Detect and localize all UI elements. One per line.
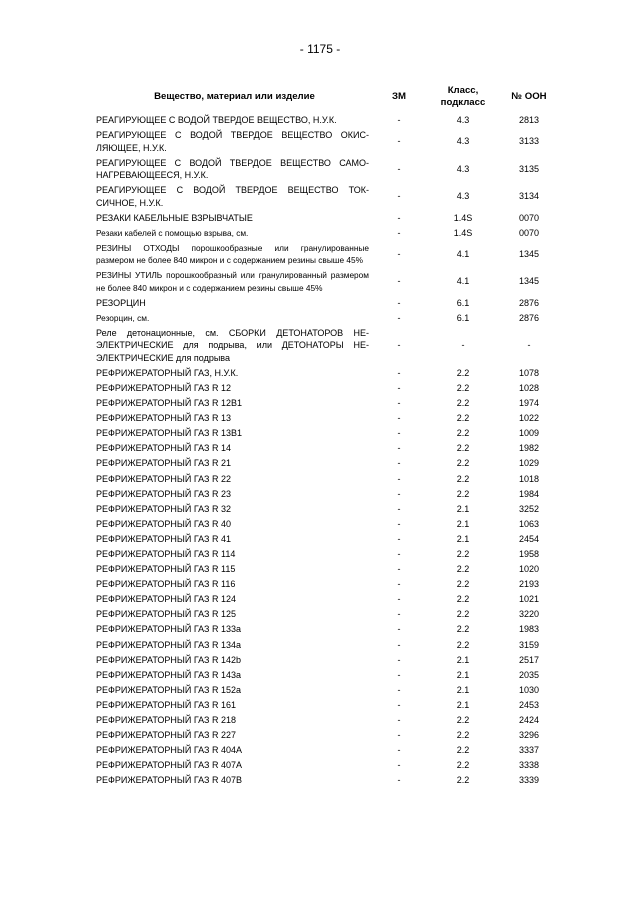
cell-un-number: 1029 [518,458,540,469]
cell-substance-name: Резорцин, см. [96,312,150,323]
cell-substance-name: РЕФРИЖЕРАТОРНЫЙ ГАЗ R 142b [96,654,241,665]
cell-substance-name: РЕФРИЖЕРАТОРНЫЙ ГАЗ R 14 [96,443,231,454]
table-row [96,547,557,562]
cell-un-number: 1028 [518,382,540,393]
cell-un-number: 1063 [518,518,540,529]
cell-substance-name: РЕАГИРУЮЩЕЕ С ВОДОЙ ТВЕРДОЕ ВЕЩЕСТВО ТОК-СИЧНОЕ, Н.У.К. [96,185,369,208]
cell-class: 2.1 [456,503,470,514]
cell-class: 2.2 [456,428,470,439]
cell-class: 2.2 [456,760,470,771]
cell-substance-name: РЕФРИЖЕРАТОРНЫЙ ГАЗ R 161 [96,699,236,710]
table-row [96,183,557,211]
cell-substance-name: Резаки кабелей с помощью взрыва, см. [96,227,249,238]
substance-table [96,80,557,789]
cell-un-number: 3252 [518,503,540,514]
cell-class: 2.2 [456,473,470,484]
table-row [96,113,557,128]
cell-zm: - [397,775,401,786]
cell-zm: - [397,367,401,378]
cell-un-number: 3337 [518,745,540,756]
cell-class: 2.1 [456,669,470,680]
cell-zm: - [397,115,401,125]
cell-zm: - [397,745,401,756]
cell-zm: - [397,488,401,499]
cell-class: 1.4S [453,212,473,223]
cell-class: 2.2 [456,624,470,635]
cell-substance-name: РЕЗИНЫ УТИЛЬ порошкообразный или гранулированный размером не более 840 микрон и с содержанием резины свыше 45% [96,270,369,293]
cell-zm: - [397,212,401,223]
cell-class: 4.1 [456,248,470,259]
cell-un-number: 1345 [518,276,540,287]
cell-substance-name: РЕФРИЖЕРАТОРНЫЙ ГАЗ R 227 [96,730,236,741]
cell-class: 4.3 [456,163,470,174]
cell-class: 2.2 [456,775,470,786]
cell-substance-name: РЕФРИЖЕРАТОРНЫЙ ГАЗ R 133a [96,624,241,635]
cell-un-number: 1018 [518,473,540,484]
cell-zm: - [397,533,401,544]
cell-zm: - [397,443,401,454]
table-row [96,487,557,502]
cell-un-number: 3220 [518,609,540,620]
cell-un-number: 1030 [518,684,540,695]
table-row [96,381,557,396]
cell-un-number: 1958 [518,549,540,559]
table-row [96,698,557,713]
cell-substance-name: РЕФРИЖЕРАТОРНЫЙ ГАЗ R 143a [96,669,241,680]
cell-zm: - [397,760,401,771]
cell-substance-name: РЕФРИЖЕРАТОРНЫЙ ГАЗ R 13 [96,413,231,424]
cell-class: - [461,340,465,351]
cell-un-number: 3338 [518,760,540,771]
table-row [96,592,557,607]
cell-substance-name: РЕАГИРУЮЩЕЕ С ВОДОЙ ТВЕРДОЕ ВЕЩЕСТВО САМО-НАГРЕВАЮЩЕЕСЯ, Н.У.К. [96,157,369,180]
table-row [96,366,557,381]
cell-zm: - [397,276,401,287]
cell-substance-name: РЕФРИЖЕРАТОРНЫЙ ГАЗ R 125 [96,609,236,620]
cell-class: 2.2 [456,549,470,559]
table-row [96,326,557,366]
cell-substance-name: РЕФРИЖЕРАТОРНЫЙ ГАЗ R 21 [96,458,231,469]
table-row [96,713,557,728]
cell-substance-name: РЕФРИЖЕРАТОРНЫЙ ГАЗ R 41 [96,533,231,544]
cell-class: 2.1 [456,518,470,529]
cell-zm: - [397,715,401,726]
cell-un-number: 1974 [518,398,540,409]
cell-un-number: 3296 [518,730,540,741]
cell-un-number: 1022 [518,413,540,424]
cell-class: 2.2 [456,367,470,378]
cell-zm: - [397,297,401,308]
cell-class: 6.1 [456,312,470,323]
cell-zm: - [397,458,401,469]
cell-substance-name: РЕФРИЖЕРАТОРНЫЙ ГАЗ R 115 [96,564,236,575]
cell-class: 2.2 [456,413,470,424]
cell-zm: - [397,136,401,147]
cell-zm: - [397,639,401,650]
cell-un-number: - [527,340,531,351]
cell-un-number: 2424 [518,715,540,726]
page-number: - 1175 - [299,42,341,56]
table-row [96,502,557,517]
cell-class: 2.2 [456,745,470,756]
table-row [96,562,557,577]
cell-zm: - [397,382,401,393]
cell-class: 2.2 [456,382,470,393]
cell-class: 2.2 [456,398,470,409]
cell-substance-name: РЕФРИЖЕРАТОРНЫЙ ГАЗ R 12B1 [96,398,242,409]
cell-substance-name: РЕФРИЖЕРАТОРНЫЙ ГАЗ R 407A [96,760,242,771]
cell-un-number: 3133 [518,136,540,147]
cell-class: 2.2 [456,458,470,469]
table-row [96,668,557,683]
cell-zm: - [397,503,401,514]
cell-zm: - [397,594,401,605]
header-class: Класс, подкласс [440,85,486,108]
cell-substance-name: РЕЗИНЫ ОТХОДЫ порошкообразные или гранулированные размером не более 840 микрон и с содержанием резины свыше 45% [96,242,369,266]
cell-un-number: 1982 [518,443,540,454]
cell-zm: - [397,413,401,424]
cell-zm: - [397,227,401,238]
table-row [96,532,557,547]
cell-un-number: 0070 [518,212,540,223]
table-row [96,426,557,441]
cell-class: 2.1 [456,699,470,710]
cell-substance-name: РЕФРИЖЕРАТОРНЫЙ ГАЗ R 32 [96,503,231,514]
table-row [96,211,557,226]
table-row [96,517,557,532]
table-row [96,728,557,743]
cell-zm: - [397,518,401,529]
cell-un-number: 2035 [518,669,540,680]
cell-un-number: 3135 [518,163,540,174]
cell-zm: - [397,549,401,559]
cell-zm: - [397,609,401,620]
cell-class: 2.1 [456,684,470,695]
cell-zm: - [397,669,401,680]
cell-un-number: 1020 [518,564,540,575]
table-row [96,128,557,156]
cell-class: 2.2 [456,579,470,590]
cell-zm: - [397,191,401,202]
cell-un-number: 1021 [518,594,540,605]
cell-zm: - [397,730,401,741]
cell-class: 2.2 [456,564,470,575]
table-body [96,113,557,789]
cell-substance-name: РЕФРИЖЕРАТОРНЫЙ ГАЗ, Н.У.К. [96,367,239,378]
cell-zm: - [397,398,401,409]
cell-un-number: 1983 [518,624,540,635]
cell-substance-name: РЕАГИРУЮЩЕЕ С ВОДОЙ ТВЕРДОЕ ВЕЩЕСТВО, Н.У.К. [96,115,337,125]
table-row [96,638,557,653]
cell-substance-name: РЕАГИРУЮЩЕЕ С ВОДОЙ ТВЕРДОЕ ВЕЩЕСТВО ОКИС-ЛЯЮЩЕЕ, Н.У.К. [96,130,369,153]
cell-zm: - [397,473,401,484]
cell-un-number: 1078 [518,367,540,378]
cell-substance-name: РЕЗАКИ КАБЕЛЬНЫЕ ВЗРЫВЧАТЫЕ [96,212,253,223]
cell-un-number: 2813 [518,115,540,125]
cell-class: 2.2 [456,730,470,741]
cell-zm: - [397,564,401,575]
cell-substance-name: РЕФРИЖЕРАТОРНЫЙ ГАЗ R 116 [96,579,236,590]
header-un-number: № ООН [511,91,547,102]
table-row [96,456,557,471]
cell-substance-name: РЕФРИЖЕРАТОРНЫЙ ГАЗ R 218 [96,715,236,726]
cell-un-number: 2454 [518,533,540,544]
cell-un-number: 2876 [518,297,540,308]
cell-substance-name: РЕФРИЖЕРАТОРНЫЙ ГАЗ R 404A [96,745,242,756]
cell-substance-name: РЕФРИЖЕРАТОРНЫЙ ГАЗ R 12 [96,382,231,393]
cell-un-number: 2876 [518,312,540,323]
cell-zm: - [397,340,401,351]
cell-un-number: 2193 [518,579,540,590]
table-row [96,577,557,592]
table-row [96,607,557,622]
cell-class: 2.2 [456,639,470,650]
cell-substance-name: РЕФРИЖЕРАТОРНЫЙ ГАЗ R 152a [96,684,241,695]
cell-class: 2.1 [456,654,470,665]
cell-class: 4.3 [456,136,470,147]
table-row [96,226,557,241]
cell-un-number: 1345 [518,248,540,259]
cell-class: 4.3 [456,115,470,125]
cell-class: 1.4S [453,227,473,238]
table-row [96,241,557,269]
cell-substance-name: РЕФРИЖЕРАТОРНЫЙ ГАЗ R 13B1 [96,428,242,439]
cell-un-number: 0070 [518,227,540,238]
cell-substance-name: РЕЗОРЦИН [96,297,146,308]
table-row [96,441,557,456]
cell-class: 2.2 [456,715,470,726]
cell-class: 2.2 [456,443,470,454]
cell-zm: - [397,654,401,665]
cell-class: 4.1 [456,276,470,287]
cell-un-number: 1984 [518,488,540,499]
table-row [96,311,557,326]
header-zm: ЗМ [391,91,406,102]
table-row [96,683,557,698]
table-row [96,743,557,758]
table-header [96,80,557,113]
header-name: Вещество, материал или изделие [154,91,315,102]
table-row [96,268,557,296]
cell-zm: - [397,684,401,695]
cell-zm: - [397,579,401,590]
cell-substance-name: Реле детонационные, см. СБОРКИ ДЕТОНАТОРОВ НЕ-ЭЛЕКТРИЧЕСКИЕ для подрыва, или ДЕТОНАТОРЫ НЕ-ЭЛЕКТРИЧЕСКИЕ для подрыва [96,327,369,363]
table-row [96,653,557,668]
table-row [96,472,557,487]
cell-substance-name: РЕФРИЖЕРАТОРНЫЙ ГАЗ R 407B [96,775,242,786]
cell-class: 2.1 [456,533,470,544]
cell-substance-name: РЕФРИЖЕРАТОРНЫЙ ГАЗ R 22 [96,473,231,484]
cell-un-number: 2517 [518,654,540,665]
cell-zm: - [397,312,401,323]
cell-class: 6.1 [456,297,470,308]
table-row [96,758,557,773]
cell-un-number: 1009 [518,428,540,439]
table-row [96,396,557,411]
cell-un-number: 2453 [518,699,540,710]
table-row [96,156,557,184]
cell-substance-name: РЕФРИЖЕРАТОРНЫЙ ГАЗ R 124 [96,594,236,605]
cell-class: 4.3 [456,191,470,202]
cell-substance-name: РЕФРИЖЕРАТОРНЫЙ ГАЗ R 40 [96,518,231,529]
cell-zm: - [397,248,401,259]
cell-zm: - [397,163,401,174]
table-row [96,296,557,311]
table-row [96,773,557,788]
cell-class: 2.2 [456,609,470,620]
cell-un-number: 3339 [518,775,540,786]
table-row [96,622,557,637]
cell-zm: - [397,624,401,635]
table-row [96,411,557,426]
cell-un-number: 3159 [518,639,540,650]
cell-substance-name: РЕФРИЖЕРАТОРНЫЙ ГАЗ R 114 [96,549,236,559]
cell-substance-name: РЕФРИЖЕРАТОРНЫЙ ГАЗ R 134a [96,639,241,650]
cell-zm: - [397,699,401,710]
cell-un-number: 3134 [518,191,540,202]
cell-zm: - [397,428,401,439]
cell-class: 2.2 [456,594,470,605]
cell-class: 2.2 [456,488,470,499]
cell-substance-name: РЕФРИЖЕРАТОРНЫЙ ГАЗ R 23 [96,488,231,499]
